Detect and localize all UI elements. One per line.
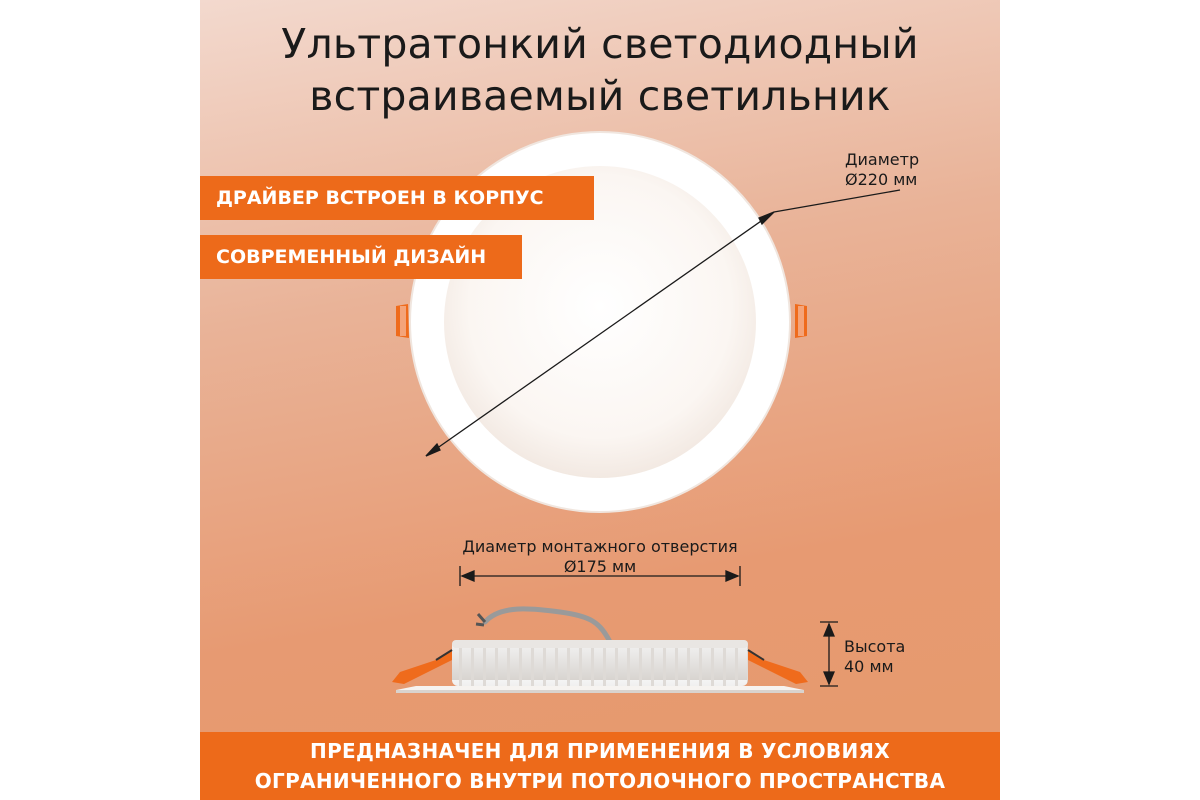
footer-line-2: ОГРАНИЧЕННОГО ВНУТРИ ПОТОЛОЧНОГО ПРОСТРАНСТВА (254, 769, 946, 793)
diameter-label (845, 150, 919, 190)
height-caption: Высота (844, 637, 906, 656)
diameter-value: Ø220 мм (845, 170, 918, 189)
product-infographic (200, 0, 1000, 800)
height-value: 40 мм (844, 657, 894, 676)
footer-line-1: ПРЕДНАЗНАЧЕН ДЛЯ ПРИМЕНЕНИЯ В УСЛОВИЯХ (310, 739, 890, 763)
title-line-1: Ультратонкий светодиодный (281, 20, 919, 68)
spring-clip-right (795, 304, 807, 338)
mounting-hole-value: Ø175 мм (563, 557, 637, 576)
mounting-hole-caption: Диаметр монтажного отверстия (462, 537, 738, 556)
diameter-caption: Диаметр (845, 150, 920, 169)
spring-clip-left (396, 304, 409, 338)
fixture-illustration (200, 0, 1000, 800)
fixture-side-view (392, 609, 808, 693)
height-label (844, 637, 905, 677)
height-dimension (820, 622, 838, 686)
mounting-hole-label (440, 537, 760, 577)
footer-banner (200, 732, 1000, 800)
feature-badge-driver: ДРАЙВЕР ВСТРОЕН В КОРПУС (200, 176, 594, 220)
title-line-2: встраиваемый светильник (309, 72, 891, 120)
feature-badge-design: СОВРЕМЕННЫЙ ДИЗАЙН (200, 235, 522, 279)
